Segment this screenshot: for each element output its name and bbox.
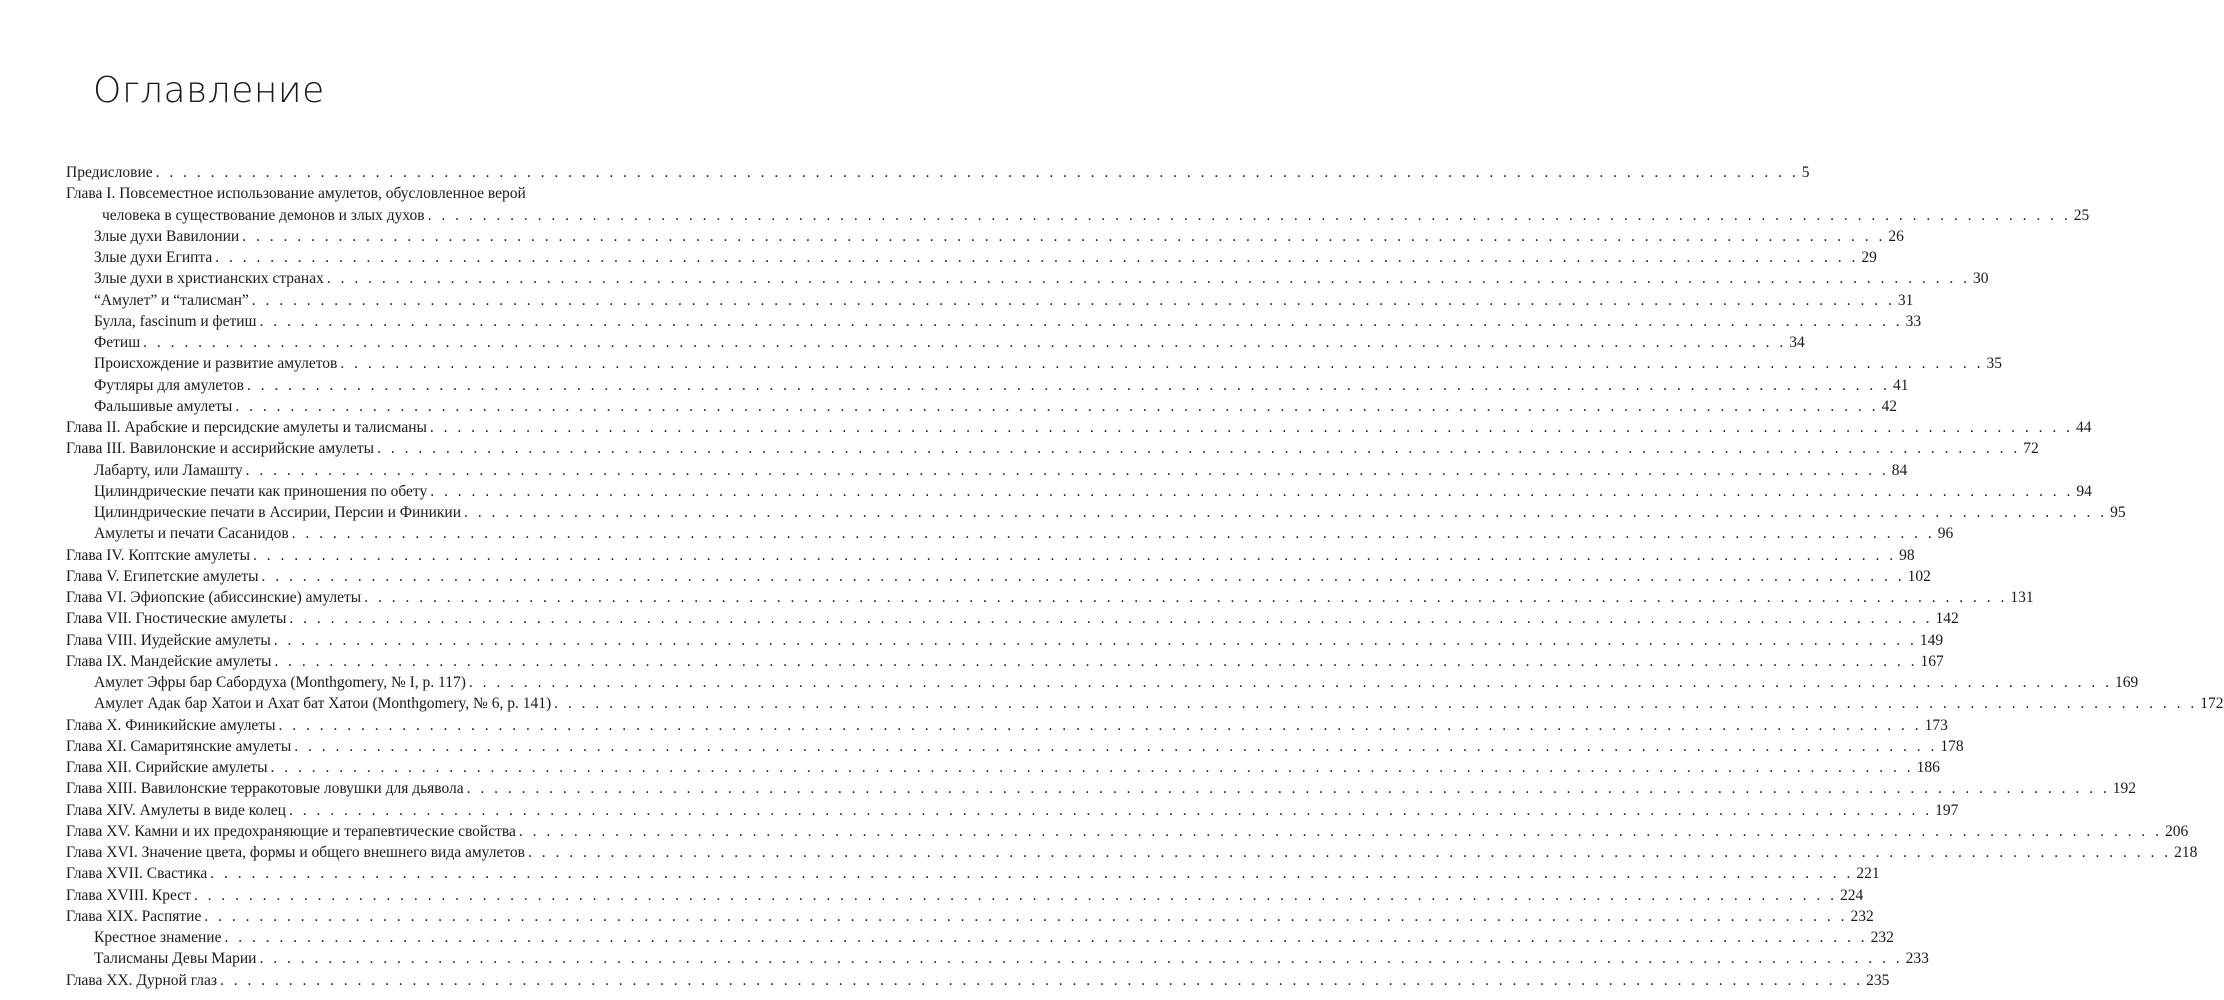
toc-entry-label: Фетиш xyxy=(94,334,141,351)
toc-page-number: 29 xyxy=(1861,249,1877,266)
toc-page-number: 149 xyxy=(1919,631,1944,649)
toc-entry-label: Глава XX. Дурной глаз xyxy=(66,971,218,989)
toc-entry-label: Крестное знамение xyxy=(94,929,222,946)
dot-leader: . . . . . . . . . . . . . . . . . . . . . . . . . . . . . . . . . . . . . . . . . . . . . . . . . . . . . . . . . . . . . . . . . . . . . . . . . . . . . . . . . . . . . . . . . . . . . . . . . . . . . . . . . . . . . . . . . . . . . . . . xyxy=(245,461,1889,479)
toc-entry-label: Глава X. Финикийские амулеты xyxy=(66,716,276,734)
toc-entry-label: Глава I. Повсеместное использование амулетов, обусловленное верой xyxy=(66,185,526,203)
dot-leader: . . . . . . . . . . . . . . . . . . . . . . . . . . . . . . . . . . . . . . . . . . . . . . . . . . . . . . . . . . . . . . . . . . . . . . . . . . . . . . . . . . . . . . . . . . . . . . . . . . . . . . . . . . . . . . . . . . . . . . . . xyxy=(246,376,1891,394)
toc-page-number: 178 xyxy=(1940,737,1964,755)
dot-leader: . . . . . . . . . . . . . . . . . . . . . . . . . . . . . . . . . . . . . . . . . . . . . . . . . . . . . . . . . . . . . . . . . . . . . . . . . . . . . . . . . . . . . . . . . . . . . . . . . . . . . . . . . . . . . . . . . . . . . . . . xyxy=(259,312,1903,330)
toc-entry-label: Предисловие xyxy=(66,164,153,181)
toc-entry-label: Цилиндрические печати как приношения по обету xyxy=(94,482,428,500)
toc-page-number: 42 xyxy=(1881,397,1897,415)
toc-page-number: 35 xyxy=(1986,355,2003,373)
toc-entry-label: Амулет Эфры бар Сабордуха (Monthgomery, № I, p. 117) xyxy=(94,674,466,691)
toc-page-number: 197 xyxy=(1935,801,1959,819)
toc-entry-label: Происхождение и развитие амулетов xyxy=(94,355,338,373)
toc-page-number: 96 xyxy=(1937,525,1954,543)
toc-entry[interactable] xyxy=(66,226,1904,247)
dot-leader: . . . . . . . . . . . . . . . . . . . . . . . . . . . . . . . . . . . . . . . . . . . . . . . . . . . . . . . . . . . . . . . . . . . . . . . . . . . . . . . . . . . . . . . . . . . . . . . . . . . . . . . . . . . . . . . . . . . . . . . . xyxy=(155,164,1799,181)
dot-leader: . . . . . . . . . . . . . . . . . . . . . . . . . . . . . . . . . . . . . . . . . . . . . . . . . . . . . . . . . . . . . . . . . . . . . . . . . . . . . . . . . . . . . . . . . . . . . . . . . . . . . . . . . . . . . . . . . . . . . . . . xyxy=(528,844,2172,861)
dot-leader: . . . . . . . . . . . . . . . . . . . . . . . . . . . . . . . . . . . . . . . . . . . . . . . . . . . . . . . . . . . . . . . . . . . . . . . . . . . . . . . . . . . . . . . . . . . . . . . . . . . . . . . . . . . . . . . . . . . . . . . . xyxy=(274,652,1918,670)
toc-entry-label: Талисманы Девы Марии xyxy=(94,950,257,968)
toc-entry-label: Злые духи в христианских странах xyxy=(94,270,324,288)
dot-leader: . . . . . . . . . . . . . . . . . . . . . . . . . . . . . . . . . . . . . . . . . . . . . . . . . . . . . . . . . . . . . . . . . . . . . . . . . . . . . . . . . . . . . . . . . . . . . . . . . . . . . . . . . . . . . . . . . . . . . . . . xyxy=(215,249,1859,266)
toc-page-number: 192 xyxy=(2112,780,2137,798)
toc-entry[interactable] xyxy=(66,821,2189,842)
toc-page-number: 218 xyxy=(2174,844,2198,861)
toc-entry-label: Глава XVI. Значение цвета, формы и общего внешнего вида амулетов xyxy=(66,844,525,861)
toc-entry-label: Глава XV. Камни и их предохраняющие и терапевтические свойства xyxy=(66,822,516,840)
toc-entry[interactable] xyxy=(66,481,2092,502)
toc-page-number: 186 xyxy=(1916,759,1940,776)
dot-leader: . . . . . . . . . . . . . . . . . . . . . . . . . . . . . . . . . . . . . . . . . . . . . . . . . . . . . . . . . . . . . . . . . . . . . . . . . . . . . . . . . . . . . . . . . . . . . . . . . . . . . . . . . . . . . . . . . . . . . . . . xyxy=(252,546,1897,564)
dot-leader: . . . . . . . . . . . . . . . . . . . . . . . . . . . . . . . . . . . . . . . . . . . . . . . . . . . . . . . . . . . . . . . . . . . . . . . . . . . . . . . . . . . . . . . . . . . . . . . . . . . . . . . . . . . . . . . . . . . . . . . . xyxy=(430,482,2074,500)
toc-page-number: 41 xyxy=(1893,376,1909,394)
dot-leader: . . . . . . . . . . . . . . . . . . . . . . . . . . . . . . . . . . . . . . . . . . . . . . . . . . . . . . . . . . . . . . . . . . . . . . . . . . . . . . . . . . . . . . . . . . . . . . . . . . . . . . . . . . . . . . . . . . . . . . . . xyxy=(468,674,2113,691)
toc-entry[interactable] xyxy=(66,970,1890,991)
toc-entry-label: Злые духи Вавилонии xyxy=(94,227,240,245)
dot-leader: . . . . . . . . . . . . . . . . . . . . . . . . . . . . . . . . . . . . . . . . . . . . . . . . . . . . . . . . . . . . . . . . . . . . . . . . . . . . . . . . . . . . . . . . . . . . . . . . . . . . . . . . . . . . . . . . . . . . . . . . xyxy=(518,822,2162,840)
toc-page-number: 26 xyxy=(1888,227,1904,245)
toc-entry[interactable] xyxy=(66,778,2137,799)
dot-leader: . . . . . . . . . . . . . . . . . . . . . . . . . . . . . . . . . . . . . . . . . . . . . . . . . . . . . . . . . . . . . . . . . . . . . . . . . . . . . . . . . . . . . . . . . . . . . . . . . . . . . . . . . . . . . . . . . . . . . . . . xyxy=(364,589,2008,606)
toc-entry[interactable] xyxy=(66,863,1880,884)
toc-entry[interactable] xyxy=(66,885,1864,906)
dot-leader: . . . . . . . . . . . . . . . . . . . . . . . . . . . . . . . . . . . . . . . . . . . . . . . . . . . . . . . . . . . . . . . . . . . . . . . . . . . . . . . . . . . . . . . . . . . . . . . . . . . . . . . . . . . . . . . . . . . . . . . . xyxy=(294,737,1938,755)
dot-leader: . . . . . . . . . . . . . . . . . . . . . . . . . . . . . . . . . . . . . . . . . . . . . . . . . . . . . . . . . . . . . . . . . . . . . . . . . . . . . . . . . . . . . . . . . . . . . . . . . . . . . . . . . . . . . . . . . . . . . . . . xyxy=(466,780,2110,798)
toc-page-number: 44 xyxy=(2076,419,2092,436)
toc-page-number: 232 xyxy=(1850,907,1874,925)
toc-page-number: 98 xyxy=(1899,546,1915,564)
toc-entry-label: Цилиндрические печати в Ассирии, Персии и Финикии xyxy=(94,504,462,521)
toc-entry-label: Фальшивые амулеты xyxy=(94,397,233,415)
toc-page-number: 30 xyxy=(1972,270,1989,288)
dot-leader: . . . . . . . . . . . . . . . . . . . . . . . . . . . . . . . . . . . . . . . . . . . . . . . . . . . . . . . . . . . . . . . . . . . . . . . . . . . . . . . . . . . . . . . . . . . . . . . . . . . . . . . . . . . . . . . . . . . . . . . . xyxy=(270,759,1914,776)
toc-entry[interactable] xyxy=(66,502,2126,523)
toc-entry[interactable] xyxy=(66,672,2139,693)
dot-leader: . . . . . . . . . . . . . . . . . . . . . . . . . . . . . . . . . . . . . . . . . . . . . . . . . . . . . . . . . . . . . . . . . . . . . . . . . . . . . . . . . . . . . . . . . . . . . . . . . . . . . . . . . . . . . . . . . . . . . . . . xyxy=(224,929,1868,946)
toc-page-number: 173 xyxy=(1924,716,1948,734)
dot-leader: . . . . . . . . . . . . . . . . . . . . . . . . . . . . . . . . . . . . . . . . . . . . . . . . . . . . . . . . . . . . . . . . . . . . . . . . . . . . . . . . . . . . . . . . . . . . . . . . . . . . . . . . . . . . . . . . . . . . . . . . xyxy=(251,291,1895,309)
toc-entry[interactable] xyxy=(66,927,1894,948)
toc-entry-label: Футляры для амулетов xyxy=(94,376,244,394)
toc-entry[interactable] xyxy=(66,523,1954,544)
toc-entry[interactable] xyxy=(66,438,2039,459)
toc-entry-label: Глава XVII. Свастика xyxy=(66,865,208,883)
toc-entry[interactable] xyxy=(66,247,1877,268)
dot-leader: . . . . . . . . . . . . . . . . . . . . . . . . . . . . . . . . . . . . . . . . . . . . . . . . . . . . . . . . . . . . . . . . . . . . . . . . . . . . . . . . . . . . . . . . . . . . . . . . . . . . . . . . . . . . . . . . . . . . . . . . xyxy=(204,907,1848,925)
dot-leader: . . . . . . . . . . . . . . . . . . . . . . . . . . . . . . . . . . . . . . . . . . . . . . . . . . . . . . . . . . . . . . . . . . . . . . . . . . . . . . . . . . . . . . . . . . . . . . . . . . . . . . . . . . . . . . . . . . . . . . . . xyxy=(261,567,1905,585)
toc-page-number: 167 xyxy=(1920,652,1944,670)
toc-page-number: 142 xyxy=(1935,610,1959,628)
dot-leader: . . . . . . . . . . . . . . . . . . . . . . . . . . . . . . . . . . . . . . . . . . . . . . . . . . . . . . . . . . . . . . . . . . . . . . . . . . . . . . . . . . . . . . . . . . . . . . . . . . . . . . . . . . . . . . . . . . . . . . . . xyxy=(235,397,1879,415)
toc-entry[interactable] xyxy=(66,693,2224,714)
toc-entry[interactable] xyxy=(66,396,1897,417)
toc-entry[interactable] xyxy=(66,800,1959,821)
toc-page-number: 33 xyxy=(1905,312,1922,330)
toc-entry-label: Глава XIII. Вавилонские терракотовые ловушки для дьявола xyxy=(66,780,464,798)
dot-leader: . . . . . . . . . . . . . . . . . . . . . . . . . . . . . . . . . . . . . . . . . . . . . . . . . . . . . . . . . . . . . . . . . . . . . . . . . . . . . . . . . . . . . . . . . . . . . . . . . . . . . . . . . . . . . . . . . . . . . . . . xyxy=(427,206,2071,224)
toc-entry-label: Злые духи Египта xyxy=(94,249,213,266)
dot-leader: . . . . . . . . . . . . . . . . . . . . . . . . . . . . . . . . . . . . . . . . . . . . . . . . . . . . . . . . . . . . . . . . . . . . . . . . . . . . . . . . . . . . . . . . . . . . . . . . . . . . . . . . . . . . . . . . . . . . . . . . xyxy=(289,610,1933,628)
toc-entry[interactable] xyxy=(66,311,1922,332)
toc-entry-label: Амулеты и печати Сасанидов xyxy=(94,525,289,543)
toc-page-number: 5 xyxy=(1801,164,1810,181)
toc-page-number: 31 xyxy=(1897,291,1914,309)
toc-entry[interactable] xyxy=(66,375,1909,396)
dot-leader: . . . . . . . . . . . . . . . . . . . . . . . . . . . . . . . . . . . . . . . . . . . . . . . . . . . . . . . . . . . . . . . . . . . . . . . . . . . . . . . . . . . . . . . . . . . . . . . . . . . . . . . . . . . . . . . . . . . . . . . . xyxy=(464,504,2108,521)
toc-entry-label: Глава VI. Эфиопские (абиссинские) амулеты xyxy=(66,589,362,606)
dot-leader: . . . . . . . . . . . . . . . . . . . . . . . . . . . . . . . . . . . . . . . . . . . . . . . . . . . . . . . . . . . . . . . . . . . . . . . . . . . . . . . . . . . . . . . . . . . . . . . . . . . . . . . . . . . . . . . . . . . . . . . . xyxy=(259,950,1903,968)
dot-leader: . . . . . . . . . . . . . . . . . . . . . . . . . . . . . . . . . . . . . . . . . . . . . . . . . . . . . . . . . . . . . . . . . . . . . . . . . . . . . . . . . . . . . . . . . . . . . . . . . . . . . . . . . . . . . . . . . . . . . . . . xyxy=(193,886,1838,904)
toc-entry[interactable] xyxy=(66,566,1931,587)
toc-entry[interactable] xyxy=(66,757,1940,778)
toc-entry-label: Амулет Адак бар Хатои и Ахат бат Хатои (Monthgomery, № 6, p. 141) xyxy=(94,695,552,713)
toc-entry[interactable] xyxy=(66,332,1805,353)
toc-page-number: 94 xyxy=(2076,482,2092,500)
toc-page-number: 95 xyxy=(2110,504,2126,521)
toc-entry-label: Лабарту, или Ламашту xyxy=(94,461,243,479)
dot-leader: . . . . . . . . . . . . . . . . . . . . . . . . . . . . . . . . . . . . . . . . . . . . . . . . . . . . . . . . . . . . . . . . . . . . . . . . . . . . . . . . . . . . . . . . . . . . . . . . . . . . . . . . . . . . . . . . . . . . . . . . xyxy=(288,801,1933,819)
page-title: Оглавление xyxy=(93,70,325,111)
toc-entry[interactable] xyxy=(66,183,2090,226)
toc-entry-label: Глава III. Вавилонские и ассирийские амулеты xyxy=(66,440,375,458)
dot-leader: . . . . . . . . . . . . . . . . . . . . . . . . . . . . . . . . . . . . . . . . . . . . . . . . . . . . . . . . . . . . . . . . . . . . . . . . . . . . . . . . . . . . . . . . . . . . . . . . . . . . . . . . . . . . . . . . . . . . . . . . xyxy=(220,971,1864,989)
toc-entry-label: Глава IV. Коптские амулеты xyxy=(66,546,250,564)
toc-entry[interactable] xyxy=(66,353,2003,374)
toc-page-number: 131 xyxy=(2010,589,2034,606)
dot-leader: . . . . . . . . . . . . . . . . . . . . . . . . . . . . . . . . . . . . . . . . . . . . . . . . . . . . . . . . . . . . . . . . . . . . . . . . . . . . . . . . . . . . . . . . . . . . . . . . . . . . . . . . . . . . . . . . . . . . . . . . xyxy=(210,865,1854,883)
toc-page-number: 221 xyxy=(1856,865,1880,883)
toc-entry[interactable] xyxy=(66,906,1874,927)
toc-entry-label-continuation: человека в существование демонов и злых духов xyxy=(102,206,425,224)
toc-page-number: 232 xyxy=(1870,929,1894,946)
dot-leader: . . . . . . . . . . . . . . . . . . . . . . . . . . . . . . . . . . . . . . . . . . . . . . . . . . . . . . . . . . . . . . . . . . . . . . . . . . . . . . . . . . . . . . . . . . . . . . . . . . . . . . . . . . . . . . . . . . . . . . . . xyxy=(278,716,1922,734)
toc-entry-label: Глава XII. Сирийские амулеты xyxy=(66,759,268,776)
toc-page-number: 102 xyxy=(1907,567,1931,585)
toc-entry-label: Глава XIX. Распятие xyxy=(66,907,202,925)
toc-entry-label: Глава XI. Самаритянские амулеты xyxy=(66,737,292,755)
dot-leader: . . . . . . . . . . . . . . . . . . . . . . . . . . . . . . . . . . . . . . . . . . . . . . . . . . . . . . . . . . . . . . . . . . . . . . . . . . . . . . . . . . . . . . . . . . . . . . . . . . . . . . . . . . . . . . . . . . . . . . . . xyxy=(377,440,2021,458)
dot-leader: . . . . . . . . . . . . . . . . . . . . . . . . . . . . . . . . . . . . . . . . . . . . . . . . . . . . . . . . . . . . . . . . . . . . . . . . . . . . . . . . . . . . . . . . . . . . . . . . . . . . . . . . . . . . . . . . . . . . . . . . xyxy=(429,419,2074,436)
toc-entry-label: Глава VII. Гностические амулеты xyxy=(66,610,287,628)
dot-leader: . . . . . . . . . . . . . . . . . . . . . . . . . . . . . . . . . . . . . . . . . . . . . . . . . . . . . . . . . . . . . . . . . . . . . . . . . . . . . . . . . . . . . . . . . . . . . . . . . . . . . . . . . . . . . . . . . . . . . . . . xyxy=(291,525,1935,543)
toc-entry[interactable] xyxy=(66,460,1908,481)
dot-leader: . . . . . . . . . . . . . . . . . . . . . . . . . . . . . . . . . . . . . . . . . . . . . . . . . . . . . . . . . . . . . . . . . . . . . . . . . . . . . . . . . . . . . . . . . . . . . . . . . . . . . . . . . . . . . . . . . . . . . . . . xyxy=(143,334,1787,351)
toc-entry-label: “Амулет” и “талисман” xyxy=(94,291,249,309)
toc-entry[interactable] xyxy=(66,162,1810,183)
toc-page-number: 233 xyxy=(1905,950,1929,968)
toc-entry[interactable] xyxy=(66,608,1959,629)
toc-page-number: 172 xyxy=(2200,695,2224,713)
toc-entry-label: Булла, fascinum и фетиш xyxy=(94,312,257,330)
dot-leader: . . . . . . . . . . . . . . . . . . . . . . . . . . . . . . . . . . . . . . . . . . . . . . . . . . . . . . . . . . . . . . . . . . . . . . . . . . . . . . . . . . . . . . . . . . . . . . . . . . . . . . . . . . . . . . . . . . . . . . . . xyxy=(273,631,1917,649)
toc-entry[interactable] xyxy=(66,651,1944,672)
toc-page-number: 235 xyxy=(1866,971,1890,989)
toc-entry[interactable] xyxy=(66,417,2092,438)
dot-leader: . . . . . . . . . . . . . . . . . . . . . . . . . . . . . . . . . . . . . . . . . . . . . . . . . . . . . . . . . . . . . . . . . . . . . . . . . . . . . . . . . . . . . . . . . . . . . . . . . . . . . . . . . . . . . . . . . . . . . . . . xyxy=(326,270,1970,288)
toc-page-number: 72 xyxy=(2023,440,2039,458)
toc-page-number: 224 xyxy=(1840,886,1864,904)
toc-page-number: 34 xyxy=(1789,334,1805,351)
toc-page-number: 84 xyxy=(1891,461,1908,479)
dot-leader: . . . . . . . . . . . . . . . . . . . . . . . . . . . . . . . . . . . . . . . . . . . . . . . . . . . . . . . . . . . . . . . . . . . . . . . . . . . . . . . . . . . . . . . . . . . . . . . . . . . . . . . . . . . . . . . . . . . . . . . . xyxy=(242,227,1886,245)
toc-entry[interactable] xyxy=(66,290,1914,311)
toc-entry[interactable] xyxy=(66,630,1944,651)
toc-entry-label: Глава VIII. Иудейские амулеты xyxy=(66,631,271,649)
toc-page-number: 25 xyxy=(2073,206,2090,224)
toc-entry[interactable] xyxy=(66,587,2034,608)
toc-entry-label: Глава XIV. Амулеты в виде колец xyxy=(66,801,286,819)
toc-page-number: 169 xyxy=(2115,674,2139,691)
dot-leader: . . . . . . . . . . . . . . . . . . . . . . . . . . . . . . . . . . . . . . . . . . . . . . . . . . . . . . . . . . . . . . . . . . . . . . . . . . . . . . . . . . . . . . . . . . . . . . . . . . . . . . . . . . . . . . . . . . . . . . . . xyxy=(554,695,2198,713)
toc-entry[interactable] xyxy=(66,948,1929,969)
dot-leader: . . . . . . . . . . . . . . . . . . . . . . . . . . . . . . . . . . . . . . . . . . . . . . . . . . . . . . . . . . . . . . . . . . . . . . . . . . . . . . . . . . . . . . . . . . . . . . . . . . . . . . . . . . . . . . . . . . . . . . . . xyxy=(340,355,1984,373)
toc-entry-label: Глава IX. Мандейские амулеты xyxy=(66,652,272,670)
table-of-contents xyxy=(66,162,2224,991)
toc-entry-label: Глава XVIII. Крест xyxy=(66,886,191,904)
toc-entry[interactable] xyxy=(66,736,1964,757)
toc-entry[interactable] xyxy=(66,842,2198,863)
toc-entry[interactable] xyxy=(66,545,1915,566)
toc-entry[interactable] xyxy=(66,715,1948,736)
toc-entry[interactable] xyxy=(66,268,1989,289)
toc-entry-label: Глава II. Арабские и персидские амулеты и талисманы xyxy=(66,419,427,436)
toc-page-number: 206 xyxy=(2165,822,2189,840)
toc-entry-label: Глава V. Египетские амулеты xyxy=(66,567,259,585)
